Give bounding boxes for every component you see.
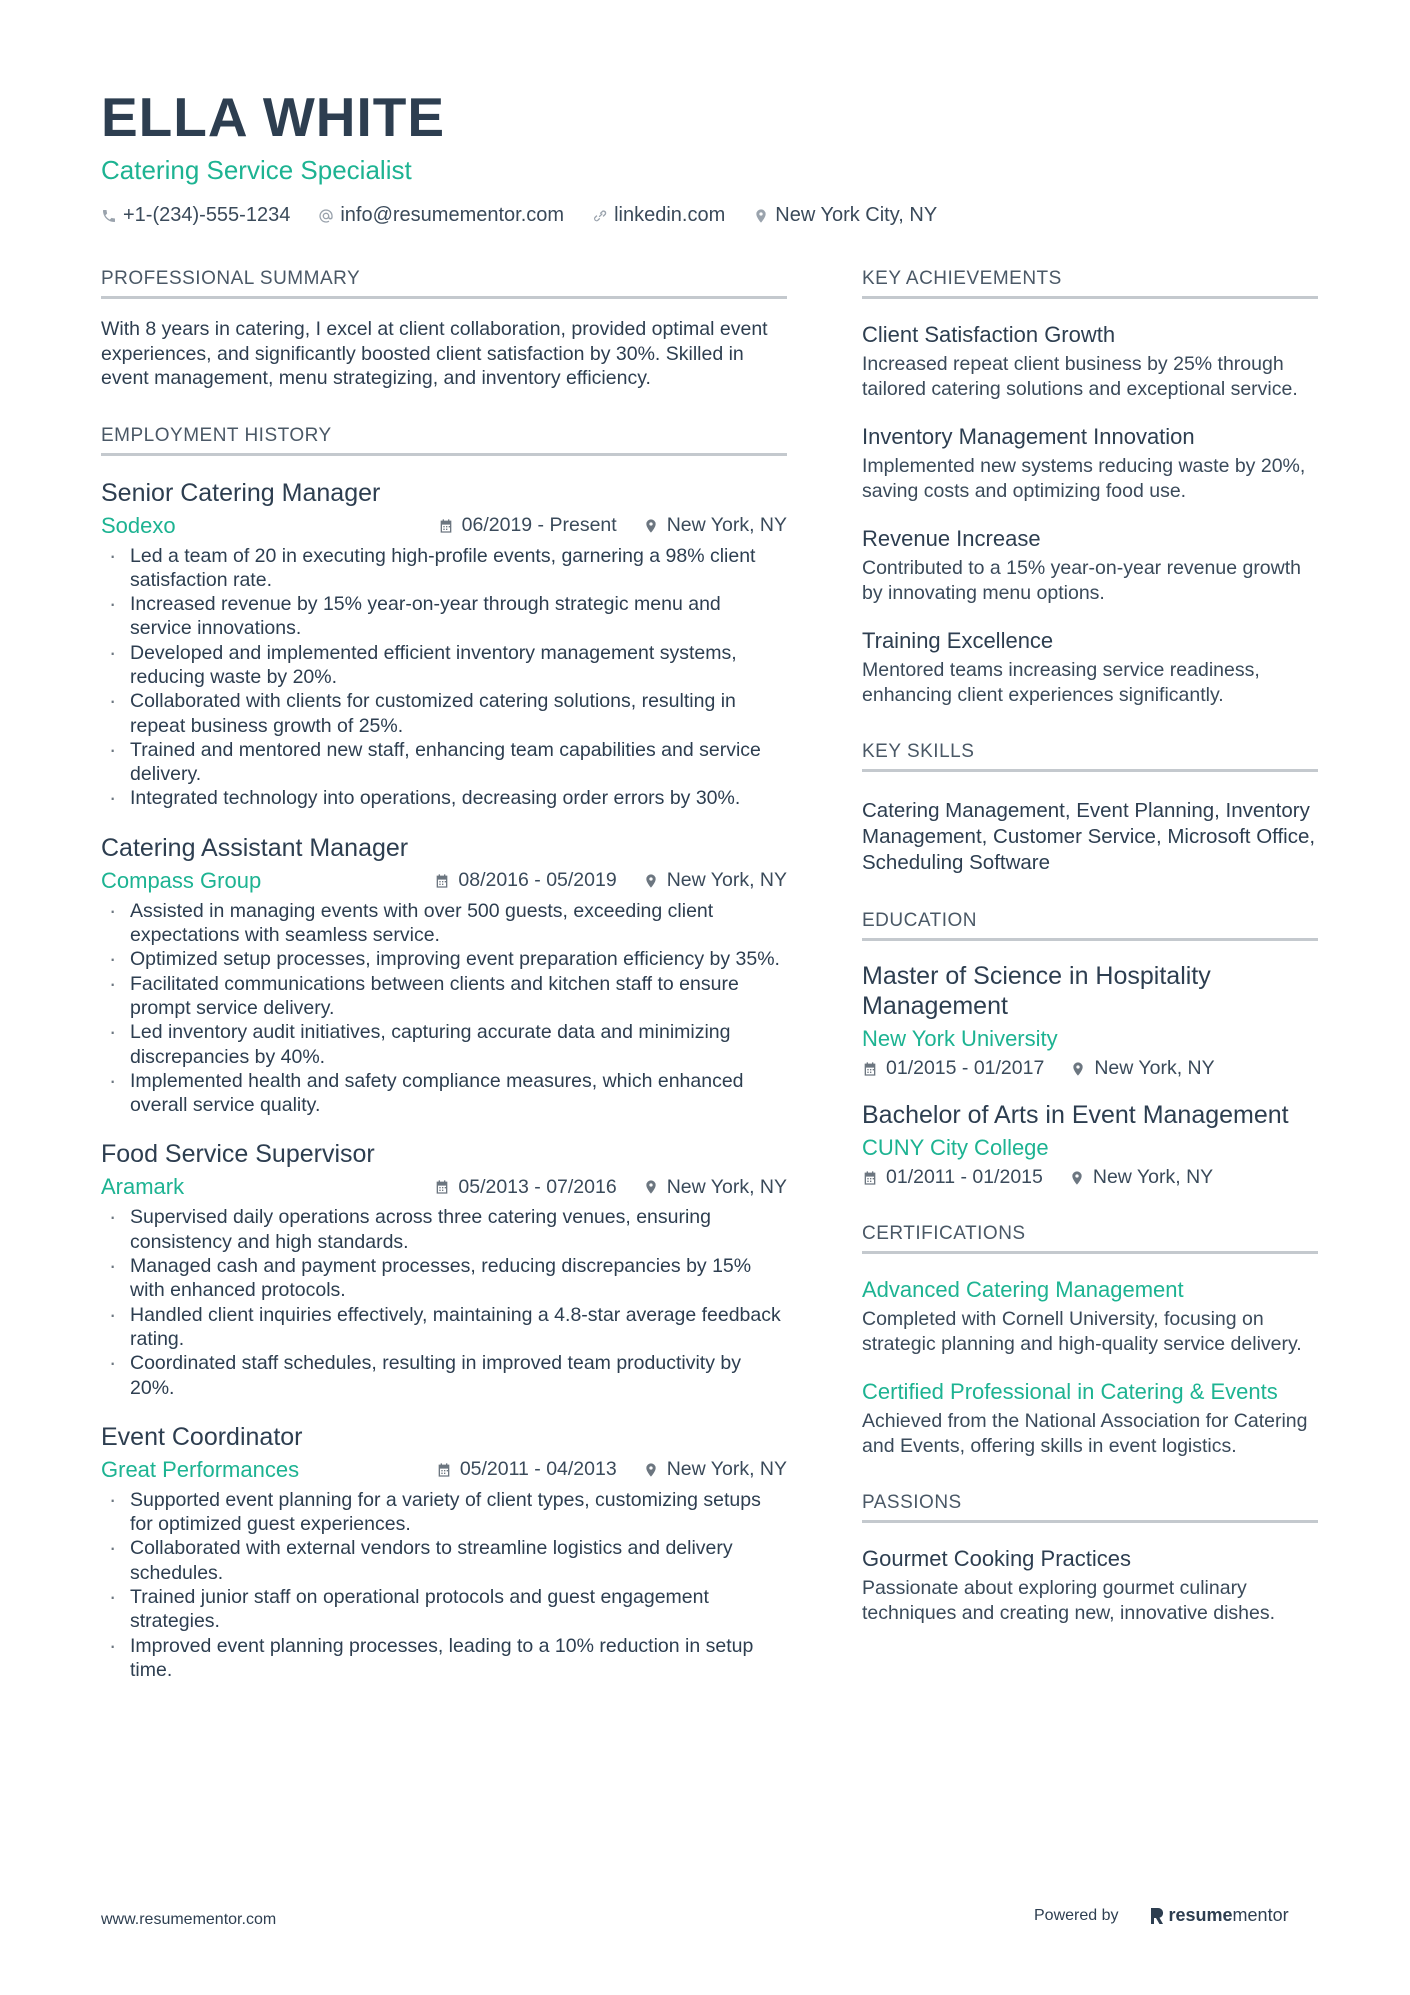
job-dates-text: 06/2019 - Present [461,514,617,536]
job-meta [101,1456,787,1484]
achievement-item [862,627,1318,707]
skills-heading: KEY SKILLS [862,741,1318,772]
job-details [410,1458,787,1481]
education-heading: EDUCATION [862,910,1318,941]
achievement-item [862,321,1318,401]
job-company: Sodexo [101,512,176,538]
phone-icon [101,208,117,224]
achievement-title: Client Satisfaction Growth [862,322,1116,347]
resumementor-logo-icon [1149,1906,1165,1926]
certification-item [862,1378,1318,1458]
job-company: Compass Group [101,867,262,893]
job-title: Event Coordinator [101,1422,303,1451]
job-meta [101,512,787,540]
candidate-name: ELLA WHITE [101,86,446,148]
job-location-text: New York, NY [666,514,787,536]
job-dates [436,1458,617,1481]
employment-heading: EMPLOYMENT HISTORY [101,425,787,456]
job-bullet: · Led inventory audit initiatives, capturing accurate data and minimizing discrepancies by 40%. [101,1020,787,1069]
powered-by-text: Powered by [1034,1906,1119,1924]
link-icon [592,208,608,224]
job-bullet: · Assisted in managing events with over 500 guests, exceeding client expectations with seamless service. [101,899,787,948]
job-title: Catering Assistant Manager [101,833,409,862]
job-bullets [101,544,787,811]
certifications-heading: CERTIFICATIONS [862,1223,1318,1254]
education-section [862,910,1318,1189]
job-bullet: · Managed cash and payment processes, reducing discrepancies by 15% with enhanced protocols. [101,1254,787,1303]
achievement-title: Training Excellence [862,628,1054,653]
contact-linkedin[interactable] [592,204,725,227]
job-bullet: · Led a team of 20 in executing high-profile events, garnering a 98% client satisfaction rate. [101,544,787,593]
job-details [412,514,787,537]
education-details [862,1057,1318,1080]
job-bullet: · Improved event planning processes, leading to a 10% reduction in setup time. [101,1634,787,1683]
job-meta [101,1173,787,1201]
job-bullet: · Supported event planning for a variety of client types, customizing setups for optimized guest experiences. [101,1488,787,1537]
education-list [862,961,1318,1189]
job-bullet: · Trained and mentored new staff, enhancing team capabilities and service delivery. [101,738,787,787]
job-location-text: New York, NY [666,869,787,892]
achievements-section [862,268,1318,707]
job-dates-text: 05/2011 - 04/2013 [459,1458,617,1481]
email-link[interactable]: info@resumementor.com [340,204,565,226]
achievement-item [862,525,1318,605]
contact-phone [101,204,290,227]
passion-list [862,1545,1318,1625]
at-sign-icon [318,208,334,224]
job-bullet: · Collaborated with clients for customized catering solutions, resulting in repeat business growth of 25%. [101,689,787,738]
calendar-icon [434,1179,450,1195]
job-company: Aramark [101,1174,185,1200]
job-dates-text: 05/2013 - 07/2016 [458,1175,617,1198]
passion-title: Gourmet Cooking Practices [862,1546,1131,1571]
achievement-desc: Mentored teams increasing service readiness, enhancing client experiences significantly. [862,659,1260,706]
job-entry [101,1139,787,1399]
passions-section [862,1492,1318,1625]
education-dates [862,1057,1044,1080]
job-bullet: · Facilitated communications between clients and kitchen staff to ensure prompt service delivery. [101,972,787,1021]
map-pin-icon [643,518,659,534]
job-bullets [101,1205,787,1399]
job-list [101,478,787,1683]
linkedin-link[interactable]: linkedin.com [614,204,726,226]
map-pin-icon [643,1462,659,1478]
job-entry [101,1422,787,1682]
skills-section [862,741,1318,876]
resume-header [101,86,1301,227]
calendar-icon [438,518,454,534]
job-bullet: · Integrated technology into operations, decreasing order errors by 30%. [101,786,787,810]
location-text: New York City, NY [775,204,938,226]
certification-desc: Completed with Cornell University, focusing on strategic planning and high-quality service delivery. [862,1308,1302,1355]
education-degree: Master of Science in Hospitality Management [862,962,1211,1020]
job-dates [434,869,616,892]
job-bullets [101,899,787,1118]
job-bullet: · Collaborated with external vendors to streamline logistics and delivery schedules. [101,1536,787,1585]
calendar-icon [434,873,450,889]
achievement-item [862,423,1318,503]
education-details [862,1166,1318,1189]
achievement-desc: Implemented new systems reducing waste by 20%, saving costs and optimizing food use. [862,455,1306,502]
passion-item [862,1545,1318,1625]
education-dates-text: 01/2015 - 01/2017 [886,1057,1045,1079]
job-bullet: · Coordinated staff schedules, resulting in improved team productivity by 20%. [101,1351,787,1400]
education-school: New York University [862,1026,1058,1051]
job-location [643,869,787,892]
job-location [643,514,787,537]
certification-item [862,1276,1318,1356]
job-location-text: New York, NY [666,1458,787,1481]
job-entry [101,833,787,1118]
achievement-desc: Increased repeat client business by 25% through tailored catering solutions and exceptional service. [862,353,1298,400]
job-bullet: · Supervised daily operations across three catering venues, ensuring consistency and high standards. [101,1205,787,1254]
job-bullet: · Handled client inquiries effectively, maintaining a 4.8-star average feedback rating. [101,1303,787,1352]
job-entry [101,478,787,811]
education-dates [862,1166,1043,1189]
job-bullets [101,1488,787,1682]
education-item [862,961,1318,1080]
achievement-list [862,321,1318,707]
employment-section [101,425,787,1683]
education-location [1069,1166,1213,1189]
education-location-text: New York, NY [1094,1057,1215,1079]
summary-text: With 8 years in catering, I excel at client collaboration, provided optimal event experiences, and significantly boosted client satisfaction by 30%. Skilled in event management, menu strategizing, and inventory efficiency. [101,318,768,389]
left-column [101,268,787,1716]
education-location [1070,1057,1214,1080]
achievement-title: Inventory Management Innovation [862,424,1195,449]
job-dates-text: 08/2016 - 05/2019 [458,869,617,892]
education-school: CUNY City College [862,1135,1049,1160]
job-meta [101,867,787,895]
map-pin-icon [1069,1170,1085,1186]
job-bullet: · Trained junior staff on operational protocols and guest engagement strategies. [101,1585,787,1634]
job-company: Great Performances [101,1456,300,1482]
job-dates [434,1176,616,1199]
brand-name-light: mentor [1232,1905,1289,1925]
passions-heading: PASSIONS [862,1492,1318,1523]
passion-desc: Passionate about exploring gourmet culinary techniques and creating new, innovative dishes. [862,1577,1276,1624]
education-item [862,1100,1318,1189]
job-location [643,1458,787,1481]
certification-title: Advanced Catering Management [862,1277,1184,1302]
map-pin-icon [643,873,659,889]
certifications-section [862,1223,1318,1458]
job-location-text: New York, NY [666,1175,787,1198]
footer-branding [1034,1905,1289,1926]
map-pin-icon [643,1179,659,1195]
achievement-desc: Contributed to a 15% year-on-year revenue growth by innovating menu options. [862,557,1301,604]
job-details [408,869,787,892]
map-pin-icon [753,208,769,224]
certification-list [862,1276,1318,1458]
contact-bar [101,204,1301,227]
certification-desc: Achieved from the National Association for Catering and Events, offering skills in event logistics. [862,1410,1308,1457]
job-location [643,1176,787,1199]
contact-location [753,204,937,227]
achievements-heading: KEY ACHIEVEMENTS [862,268,1318,299]
certification-title: Certified Professional in Catering & Events [862,1379,1278,1404]
job-title: Senior Catering Manager [101,478,381,507]
footer-website[interactable]: www.resumementor.com [101,1911,277,1928]
summary-heading: PROFESSIONAL SUMMARY [101,268,787,299]
calendar-icon [862,1061,878,1077]
job-title: Food Service Supervisor [101,1140,375,1169]
contact-email[interactable] [318,204,564,227]
job-bullet: · Implemented health and safety compliance measures, which enhanced overall service quality. [101,1069,787,1118]
job-dates [438,514,617,537]
brand-name-bold: resume [1168,1905,1233,1925]
education-degree: Bachelor of Arts in Event Management [862,1101,1289,1129]
job-bullet: · Developed and implemented efficient inventory management systems, reducing waste by 20%. [101,641,787,690]
job-bullet: · Increased revenue by 15% year-on-year through strategic menu and service innovations. [101,592,787,641]
brand-logo[interactable] [1149,1905,1289,1926]
right-column [862,268,1318,1659]
calendar-icon [862,1170,878,1186]
phone-text: +1-(234)-555-1234 [123,204,291,226]
education-location-text: New York, NY [1092,1166,1214,1188]
skills-text: Catering Management, Event Planning, Inventory Management, Customer Service, Microsoft Office, Scheduling Software [862,799,1316,874]
candidate-title: Catering Service Specialist [101,155,412,185]
job-details [408,1176,787,1199]
calendar-icon [436,1462,452,1478]
summary-section [101,268,787,391]
map-pin-icon [1070,1061,1086,1077]
job-bullet: · Optimized setup processes, improving event preparation efficiency by 35%. [101,947,787,971]
achievement-title: Revenue Increase [862,526,1041,551]
education-dates-text: 01/2011 - 01/2015 [886,1166,1043,1188]
